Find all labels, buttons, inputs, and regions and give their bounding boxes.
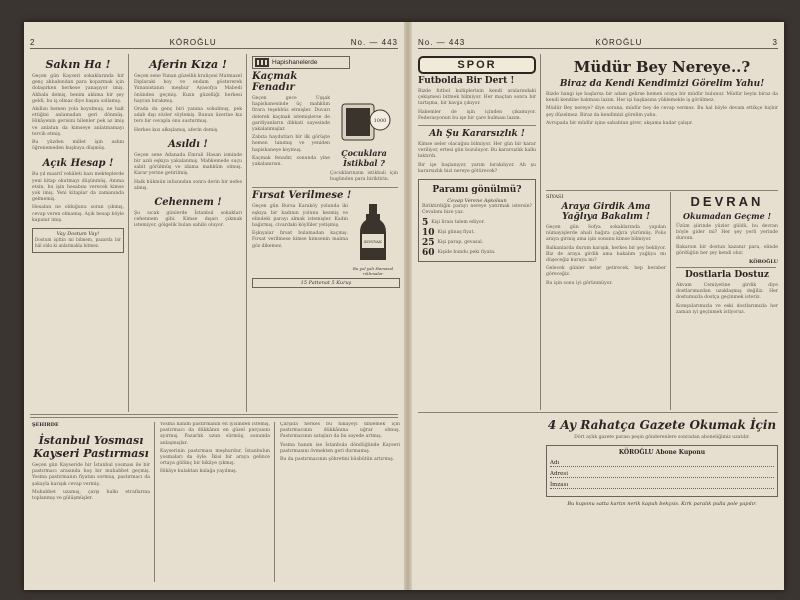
subhead-mudur: Biraz da Kendi Kendimizi Görelim Yahu! xyxy=(559,79,765,89)
vay-dostum-box: Vay Dostum Vay! Dostum işittin mi bilmem, pazarda bir hâl oldu ki anlatmakla bitmez. xyxy=(32,228,124,253)
headline-kacmak-fenadir: Kaçmak Fenadır xyxy=(252,71,298,93)
bottle-icon xyxy=(356,204,390,262)
left-issue-number: No. — 443 xyxy=(350,37,398,47)
left-bottom-col-2: Yosma hanım pastırmanın en iyisinden istemiş, pastırmacı da dükkânın en güzel parçasını ayırmış. Pazarlık uzun sürmüş, sonunda anlaşmışlar. Kayserinin pastırması meşhurdur, İstanbulun yosmaları da öyle. İkisi bir araya gelince ortaya gülünç bir hikâye çıkmış. Hikâye kulaktan kulağa yayılmış. xyxy=(160,422,270,475)
headline-cocuklara-istikbal: Çocuklara İstikbal ? xyxy=(341,148,387,168)
headline-subscribe: 4 Ay Rahatça Gazete Okumak İçin xyxy=(547,418,777,432)
left-column-1: Sakın Ha ! Geçen gün Kayseri sokaklarında bir genç ahbabından para koparmak için dolaşırken herkese yanaşıyor imiş. Ahbabı demiş, benim aklıma bir şey geldi, bu iş olmaz diye başını sallamış. Akıllısı hemen yola koyulmuş, ne halt ettiğini anlamadan geri dönmüş. Hikâyenin gerisini bilenler pek az imiş ve anlatan da kimseye anlatmamayı tercih etmiş. Bu yüzden millet işin aslını öğrenemeden kuşkuya düşmüş. Açık Hesap ! Bu yıl maarif vekâleti bazı mekteplerde yeni kitap okutmayı düşünmüş. Amma etsin, bu işin hesabını verecek kimse yok imiş. Yeni kitaplar da zamanında gelmemiş. Hesabın ne olduğunu soran çıkmış, cevap veren olmamış. Açık hesap böyle kapanır imiş. Vay Dostum Vay! Dostum işittin mi bilmem, pazarda bir hâl oldu ki anlatmakla bitmez. xyxy=(32,56,124,411)
right-issue-number: No. — 443 xyxy=(418,37,466,47)
fiyat-box: 15 Pattenat 5 Kuruş xyxy=(252,278,400,288)
right-masthead-title: KÖROĞLU xyxy=(595,37,643,47)
coupon-signature-field[interactable]: İmzası xyxy=(550,482,774,489)
headline-okumadan: Okumadan Geçme ! xyxy=(683,211,771,221)
headline-futbolda: Futbolda Bir Dert ! xyxy=(418,76,515,86)
left-page-number: 2 xyxy=(30,37,36,47)
prison-window-icon xyxy=(255,58,269,67)
headline-asildi: Asıldı ! xyxy=(168,138,208,150)
headline-istanbul-yosmasi: İstanbul Yosması Kayseri Pastırması xyxy=(33,434,149,460)
headline-cehennem: Cehennem ! xyxy=(154,197,222,209)
right-masthead xyxy=(418,36,778,49)
coupon-name-field[interactable]: Adı xyxy=(550,460,774,467)
headline-devran: DEVRAN xyxy=(690,194,764,209)
svg-text:1000: 1000 xyxy=(373,118,387,124)
headline-fursat-verilmese: Fırsat Verilmese ! xyxy=(252,190,352,202)
headline-mudur: Müdür Bey Nereye..? xyxy=(573,58,751,76)
headline-ah-su: Ah Şu Kararsızlık ! xyxy=(429,129,525,140)
svg-text:KONYAK: KONYAK xyxy=(364,239,382,245)
right-page-number: 3 xyxy=(772,37,778,47)
mudur-article: Müdür Bey Nereye..? Biraz da Kendi Kendimizi Görelim Yahu! Bizde hangi işe başlarsa bir adam gelirse hemen oraya bir müdür bulunur. Müdür beyin biraz da kendi kendine bakması lazım. Her işi başkasına yüklemekle iş görülmez. Müdür Bey nereye? diye sorana, müdür bey de cevap vermez. Bu hal böyle devam ettikçe hiçbir şey düzelmez. Biraz da kendimizi görelim yahu. Avrupada bir müdür işine sabahtan girer, akşama kadar çalışır. xyxy=(546,58,778,126)
subscribe-section: 4 Ay Rahatça Gazete Okumak İçin Dört aylık gazete parası peşin gönderenlere sonradan aboneliğimiz uzatılır. KÖROĞLU Abone Kuponu Adı Adresi İmzası Bu kuponu satta kartın nerik kapuh bekçsis. Kırk paralık pulla pole yapılır. xyxy=(547,418,777,508)
headline-aferin-kiza: Aferin Kıza ! xyxy=(149,58,227,71)
left-masthead xyxy=(30,36,398,49)
headline-araya-girdik: Araya Girdik Ama Yağlıya Bakalım ! xyxy=(561,202,651,222)
right-page xyxy=(412,22,784,590)
coupon-box: KÖROĞLU Abone Kuponu Adı Adresi İmzası xyxy=(546,445,778,497)
paramiz-box: Paramı gönülmü? Cevap Verene Aşkolsun Biriktirdiğin parayı nereye yatırmak istersin? Cevabını bize yaz. 5 Kişi lirası talem ediyor. 10 Kişi günaş fiyat. 25 Kişi parap, gevasal. 60 Kişide bundu peki fiyata. xyxy=(418,179,536,262)
left-bottom-col-1: ŞEHİRDE İstanbul Yosması Kayseri Pastırması Geçen gün Kayseride bir İstanbul yosması ile bir pastırmacı arasında hoş bir muhabbet geçmiş. Yosma pastırmanın fiyatını sormuş, pastırmacı da şakayla karışık cevap vermiş. Muhabbet uzamış, çarşı halkı etraflarına toplanmış ve gülüşmüşler. xyxy=(32,422,150,502)
headline-dostlarla: Dostlarla Dostuz xyxy=(684,270,770,281)
headline-acik-hesap: Açık Hesap ! xyxy=(42,158,114,170)
left-page xyxy=(24,22,404,590)
spor-banner: SPOR xyxy=(418,56,536,74)
left-masthead-title: KÖROĞLU xyxy=(169,37,217,47)
body-text: Geçen gün Kayseri sokaklarında bir genç ahbabından para koparmak için dolaşırken herkese yanaşıyor imiş. Ahbabı demiş, benim aklıma bir şey geldi, bu iş olmaz diye başını sallamış. xyxy=(32,74,124,104)
money-bank-icon xyxy=(336,96,392,142)
coupon-address-field[interactable]: Adresi xyxy=(550,471,774,478)
spor-column: SPOR Futbolda Bir Dert ! Bizde futbol kulüplerinin kendi aralarındaki çekişmesi bitmek bilmiyor. Her maçtan sonra bir tartışma, bir kavga çıkıyor. Hakemler de işin içinden çıkamıyor. Federasyonun bu işe bir çare bulması lazım. Ah Şu Kararsızlık ! Kimse neler olacağını bilmiyor. Her gün bir karar veriliyor, ertesi gün bozuluyor. Bu kararsızlık halkı bıktırdı. Bir işe başlanıyor, yarım bırakılıyor. Ah şu kararsızlık bizi nereye götürecek? Paramı gönülmü? Cevap Verene Aşkolsun Biriktirdiğin parayı nereye yatırmak istersin? Cevabını bize yaz. 5 Kişi lirası talem ediyor. 10 Kişi günaş fiyat. 25 Kişi parap, gevasal. 60 Kişide bundu peki fiyata. xyxy=(418,56,536,408)
cocuklara-ad: 1000 Çocuklara İstikbal ? Çocuklarınızın istikbali için bugünden para biriktirin. xyxy=(330,96,398,185)
araya-girdik-col: SİYASİ Araya Girdik Ama Yağlıya Bakalım ! Geçen gün Sofya sokaklarında yapılan nümayişlerde ahali bağıra çağıra yürümüş. Polis araya girmiş ama işin sonunu kimse bilmiyor. Balkanlarda durum karışık, herkes bir şey bekliyor. Biz de araya girdik ama bakalım yağlıya mı düşeceğiz kuruya mı? Gelecek günler neler getirecek, hep beraber göreceğiz. Bu işin sonu iyi görünmüyor. xyxy=(546,194,666,286)
page-fold xyxy=(404,22,412,590)
left-column-3: Hapishanelerde Kaçmak Fenadır Geçen gece Uşşak hapishanesinde üç mahkûm firara teşebbüs etmişler. Duvarı delerek kaçmak istemişlerse de gardiyanların dikkati sayesinde yakalanmışlar. Zabıta haydutları bir ilk görüşte hemen tanımış ve yeniden hapishaneye koymuş. Kaçmak fenadır, sonunda yine yakalanırsın. 1000 Çocuklara İstikbal ? Çocuklarınızın istikbali için bugünden para biriktirin. Fırsat Verilmese ! Geçen gün Bursa Karaköy yolunda iki eşkıya bir kadının yolunu kesmiş ve elindeki parayı almak istemişler. Kadın bağırmış, civardaki köylüler yetişmiş. Eşkıyalar fırsat bulamadan kaçmış. Fırsat verilmese kimse kimsenin malına göz dikemez. KONYAK Bu yol yalı Hamasal rıklımalar 15 Pattenat 5 Kuruş xyxy=(252,56,400,411)
left-column-2: Aferin Kıza ! Geçen sene Yunan güzellik kraliçesi Matmazel Diplaraki boy ve endam göstererek Yunanistanın meşhur Ayasofya Mabedi önünden geçmiş. Kızın güzelliği herkesi hayran bırakmış. Orada da genç biri yanına sokulmuş, pek adab dışı sözler söylemiş. Bunun üzerine kız ters bir cevapla onu susturmuş. Herkes kızı alkışlamış, aferin demiş. Asıldı ! Geçen sene Adanada Emrali Hasan isminde bir azılı eşkıya yakalanmış. Mahkemede suçu sabit görülmüş ve idama mahkûm olmuş. Karar yerine getirilmiş. Halk hükmün infazından sonra derin bir nefes almış. Cehennem ! Şu sıcak günlerde İstanbul sokakları cehennem gibi. Kimse dışarı çıkmak istemiyor, gölgelik bulan sahibi oluyor. xyxy=(134,58,242,229)
hapishanelerde-banner: Hapishanelerde xyxy=(252,56,350,69)
price-list: 5 Kişi lirası talem ediyor. 10 Kişi günaş fiyat. 25 Kişi parap, gevasal. 60 Kişide bundu peki fiyata. xyxy=(422,218,496,259)
left-bottom-col-3: Çarşıda herkes bu hikâyeyi dinlemek için pastırmacının dükkânına uğrar olmuş. Pastırmacının satışları da bu sayede artmış. Yosma hanım ise İstanbula döndüğünde Kayseri pastırmasını övmekten geri durmamış. Bu da pastırmacının şöhretini büsbütün artırmış. xyxy=(280,422,400,463)
bottle-ad: KONYAK Bu yol yalı Hamasal rıklımalar xyxy=(348,204,398,276)
headline-sakin-ha: Sakın Ha ! xyxy=(45,58,111,71)
footer-note: Bu kuponu satta kartın nerik kapuh bekçsis. Kırk paralık pulla pole yapılır. xyxy=(567,501,757,508)
devran-col: DEVRAN Okumadan Geçme ! Üzüm şiirinde yüzler güldü, bu devran böyle gider mi? Her şey yerli yerinde dursun. Bakarsın bir dostun kazanır para, elinde gördüğün her şey kendi olur. KÖROĞLU Dostlarla Dostuz Akvam Cemiyetine girdik diye dostlarımızdan uzaklaşmış değiliz. Her dostumuzla dostça geçinmek isteriz. Komşularımızla ve eski dostlarımızla her zaman iyi geçinmek istiyoruz. xyxy=(676,194,778,315)
